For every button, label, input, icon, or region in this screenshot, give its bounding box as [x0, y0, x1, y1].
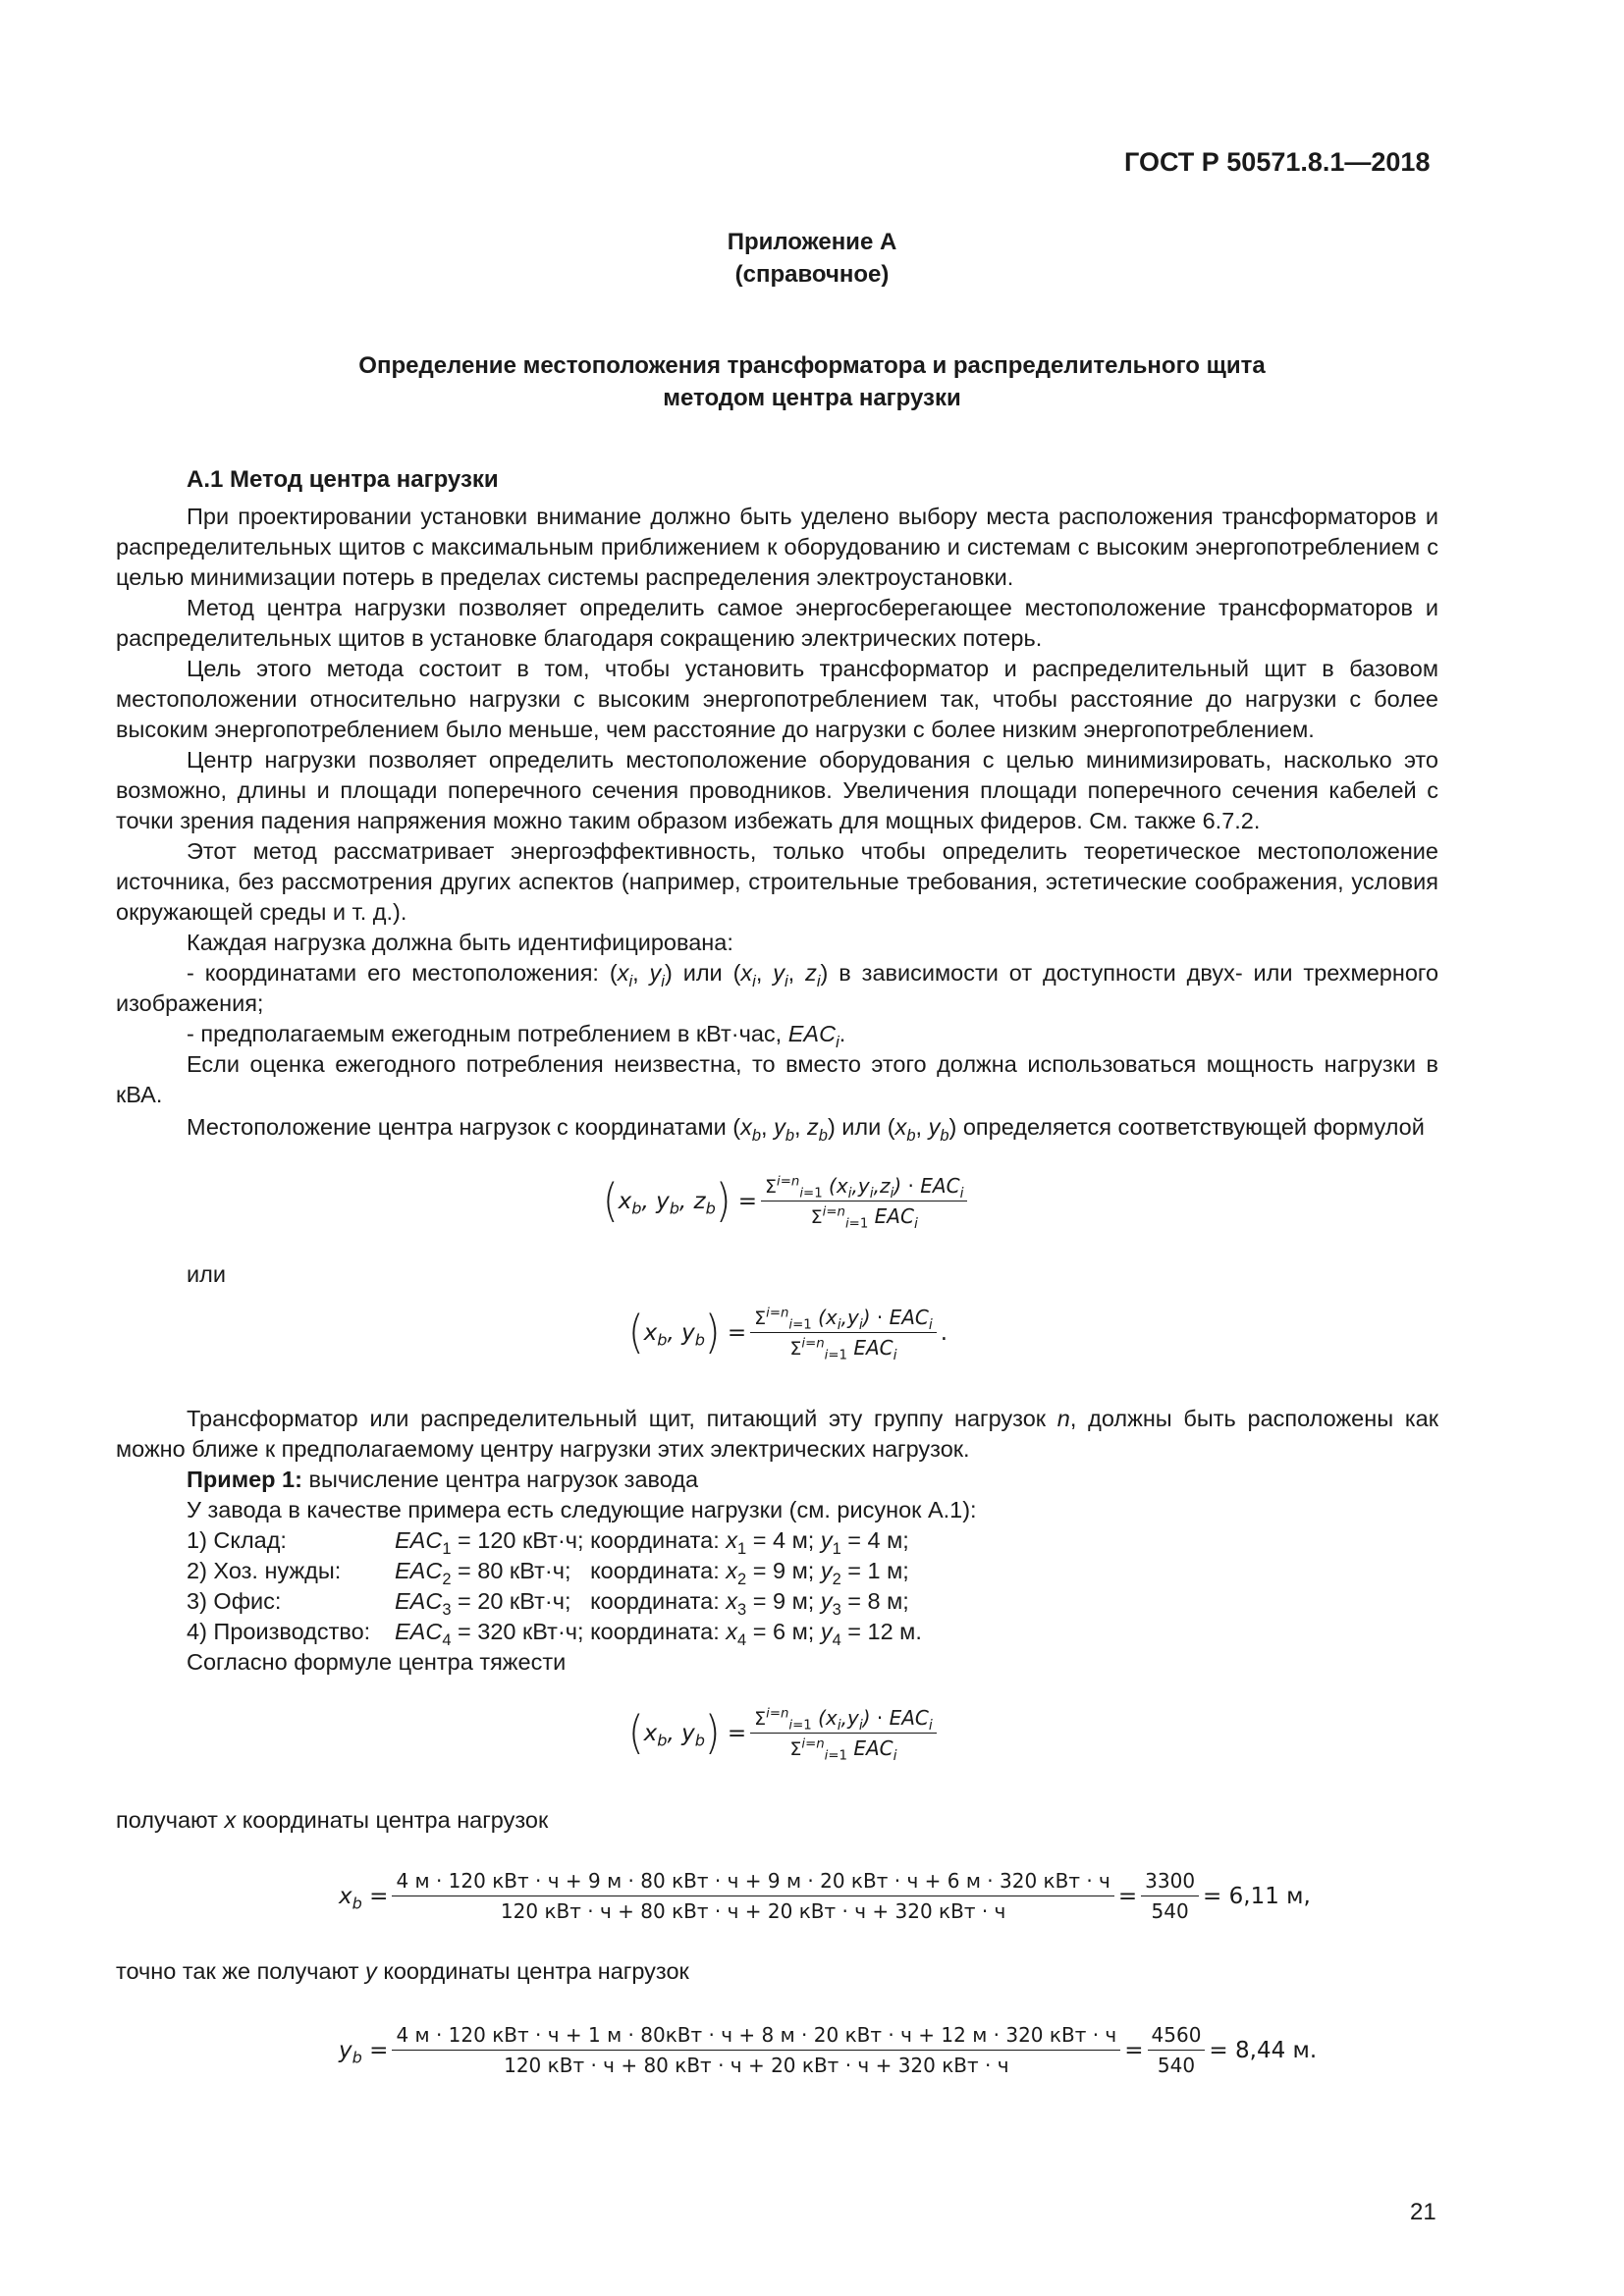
- subsection-title: А.1 Метод центра нагрузки: [187, 466, 499, 493]
- annex-kind: (справочное): [734, 261, 890, 288]
- paragraph-5: Этот метод рассматривает энергоэффективность, только чтобы определить теоретическое местоположение источника, без рассмотрения других аспектов (например, строительные требования, эстетические соображения, условия окружающей среды и т. д.).: [116, 838, 1438, 925]
- paragraph-6: Каждая нагрузка должна быть идентифицирована:: [187, 930, 733, 955]
- calc-x: $x_b$ = 4 м · 120 кВт · ч + 9 м · 80 кВт · ч + 9 м · 20 кВт · ч + 6 м · 320 кВт · ч 120 кВт · ч + 80 кВт · ч + 20 кВт · ч + 320 кВт · ч = $\frac{3300}{540}$ = 6,11 м,: [339, 1869, 1311, 1923]
- page-number: 21: [1410, 2199, 1436, 2225]
- paragraph-1: При проектировании установки внимание должно быть уделено выбору места расположения трансформаторов и распределительных щитов с максимальным приближением к оборудованию и системам с высоким энергопотреблением с целью минимизации потерь в пределах системы распределения электроустановки.: [116, 504, 1438, 590]
- word-or: или: [187, 1261, 226, 1287]
- paragraph-coordinates: - координатами его местоположения: ($x_i$, $y_i$) или ($x_i$, $y_i$, $z_i$) в зависимости от доступности двух- или трехмерного изображения;: [116, 960, 1439, 1016]
- load-row-2: 2) Хоз. нужды: $EAC_2 = 80$ кВт·ч; координата: $x_2 = 9$ м; $y_2 = 1$ м;: [187, 1558, 909, 1588]
- get-y-text: точно так же получают y координаты центра нагрузок: [116, 1958, 689, 1984]
- formula-center-3d: ( $x_b$, $y_b$, $z_b$ ) = $\frac{\Sigma^{i=n}_{i=1} (x_i,y_i,z_i) \cdot EAC_i}{\Sigma^{i=n}_{i=1} EAC_i}$: [603, 1174, 971, 1228]
- paragraph-3: Цель этого метода состоит в том, чтобы установить трансформатор и распределительный щит в базовом местоположении относительно нагрузки с высоким энергопотреблением так, чтобы расстояние до нагрузки с более высоким энергопотреблением было меньше, чем расстояние до нагрузки с более низким энергопотреблением.: [116, 656, 1438, 742]
- formula-center-2d-repeat: ( $x_b$, $y_b$ ) = $\frac{\Sigma^{i=n}_{i=1} (x_i,y_i) \cdot EAC_i}{\Sigma^{i=n}_{i=1} EAC_i}$: [628, 1706, 941, 1760]
- paragraph-center-location: Местоположение центра нагрузок с координатами ($x_b$, $y_b$, $z_b$) или ($x_b$, $y_b$) определяется соответствующей формулой: [187, 1114, 1425, 1145]
- example-heading: Пример 1: вычисление центра нагрузок завода: [187, 1467, 699, 1492]
- standard-header: ГОСТ Р 50571.8.1—2018: [1124, 147, 1431, 177]
- paragraph-11: Трансформатор или распределительный щит, питающий эту группу нагрузок n, должны быть расположены как можно ближе к предполагаемому центру нагрузки этих электрических нагрузок.: [116, 1406, 1439, 1462]
- load-row-1: 1) Склад: $EAC_1 = 120$ кВт·ч; координата: $x_1 = 4$ м; $y_1 = 4$ м;: [187, 1527, 909, 1558]
- calc-y: $y_b$ = 4 м · 120 кВт · ч + 1 м · 80кВт · ч + 8 м · 20 кВт · ч + 12 м · 320 кВт · ч 120 кВт · ч + 80 кВт · ч + 20 кВт · ч + 320 кВт · ч = $\frac{4560}{540}$ = 8,44 м.: [339, 2023, 1318, 2077]
- paragraph-consumption: - предполагаемым ежегодным потреблением в кВт·час, $EAC_i$.: [187, 1021, 846, 1051]
- paragraph-9: Если оценка ежегодного потребления неизвестна, то вместо этого должна использоваться мощность нагрузки в кВА.: [116, 1051, 1438, 1107]
- section-title-line1: Определение местоположения трансформатора и распределительного щита: [358, 352, 1266, 379]
- paragraph-4: Центр нагрузки позволяет определить местоположение оборудования с целью минимизировать, насколько это возможно, длины и площади поперечного сечения проводников. Увеличения площади поперечного сечения кабелей с точки зрения падения напряжения можно таким образом избежать для мощных фидеров. См. также 6.7.2.: [116, 747, 1438, 833]
- get-x-text: получают x координаты центра нагрузок: [116, 1807, 549, 1833]
- load-row-4: 4) Производство: $EAC_4 = 320$ кВт·ч; координата: $x_4 = 6$ м; $y_4 = 12$ м.: [187, 1619, 922, 1649]
- formula-center-2d: ( $x_b$, $y_b$ ) = $\frac{\Sigma^{i=n}_{i=1} (x_i,y_i) \cdot EAC_i}{\Sigma^{i=n}_{i=1} EAC_i}$ .: [628, 1306, 948, 1363]
- annex-title: Приложение А: [727, 229, 897, 255]
- example-intro: У завода в качестве примера есть следующие нагрузки (см. рисунок А.1):: [187, 1497, 977, 1522]
- load-row-3: 3) Офис: $EAC_3 = 20$ кВт·ч; координата: $x_3 = 9$ м; $y_3 = 8$ м;: [187, 1588, 909, 1619]
- gravity-text: Согласно формуле центра тяжести: [187, 1649, 567, 1675]
- section-title-line2: методом центра нагрузки: [663, 385, 961, 411]
- paragraph-2: Метод центра нагрузки позволяет определить самое энергосберегающее местоположение трансформаторов и распределительных щитов в установке благодаря сокращению электрических потерь.: [116, 595, 1438, 651]
